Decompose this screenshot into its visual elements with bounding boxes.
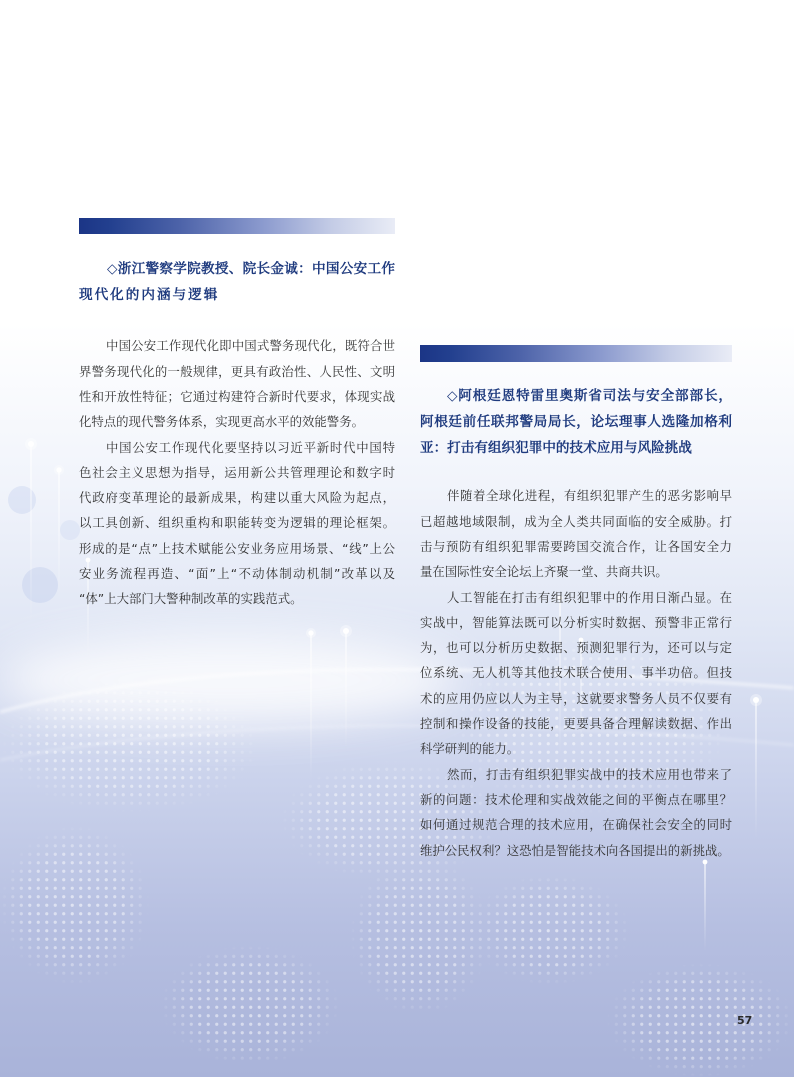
page-number: 57 bbox=[737, 1014, 753, 1027]
body-line: 如何通过规范合理的技术应用，在确保社会安全的同时 bbox=[420, 817, 732, 833]
body-line: 中国公安工作现代化即中国式警务现代化，既符合世 bbox=[106, 338, 395, 354]
section-header-bar bbox=[79, 218, 395, 234]
heading-line: ◇浙江警察学院教授、院长金诚：中国公安工作 bbox=[107, 261, 395, 277]
body-line: 为，也可以分析历史数据、预测犯罪行为，还可以与定 bbox=[420, 640, 732, 656]
article-heading bbox=[79, 257, 395, 309]
body-line: 性和开放性特征；它通过构建符合新时代要求，体现实战 bbox=[79, 388, 395, 404]
body-line: “体”上大部门大警种制改革的实践范式。 bbox=[79, 591, 303, 607]
paragraph bbox=[420, 483, 732, 584]
body-line: 代政府变革理论的最新成果，构建以重大风险为起点， bbox=[79, 490, 395, 506]
section-header-bar bbox=[420, 345, 732, 362]
body-line: 维护公民权利？这恐怕是智能技术向各国提出的新挑战。 bbox=[420, 842, 730, 858]
heading-line: 现代化的内涵与逻辑 bbox=[79, 286, 220, 303]
body-line: 中国公安工作现代化要坚持以习近平新时代中国特 bbox=[106, 439, 395, 455]
body-line: 已超越地域限制，成为全人类共同面临的安全威胁。打 bbox=[420, 513, 732, 529]
body-line: 击与预防有组织犯罪需要跨国交流合作，让各国安全力 bbox=[420, 538, 732, 554]
body-line: 人工智能在打击有组织犯罪中的作用日渐凸显。在 bbox=[447, 589, 732, 605]
body-line: 形成的是“点”上技术赋能公安业务应用场景、“线”上公 bbox=[79, 540, 395, 556]
heading-line: 亚：打击有组织犯罪中的技术应用与风险挑战 bbox=[420, 439, 692, 456]
body-line: 位系统、无人机等其他技术联合使用、事半功倍。但技 bbox=[420, 665, 732, 681]
body-line: 科学研判的能力。 bbox=[420, 741, 520, 757]
body-line: 界警务现代化的一般规律，更具有政治性、人民性、文明 bbox=[79, 363, 395, 379]
paragraph bbox=[420, 762, 732, 863]
body-line: 量在国际性安全论坛上齐聚一堂、共商共识。 bbox=[420, 564, 668, 580]
paragraph bbox=[420, 585, 732, 762]
article-body bbox=[420, 483, 732, 862]
article-body bbox=[79, 333, 395, 611]
body-line: 化特点的现代警务体系，实现更高水平的效能警务。 bbox=[79, 414, 364, 430]
article-left bbox=[79, 218, 395, 612]
article-heading bbox=[420, 384, 732, 461]
heading-line: 阿根廷前任联邦警局局长，论坛理事人选隆加格利 bbox=[420, 413, 732, 430]
body-line: 伴随着全球化进程，有组织犯罪产生的恶劣影响早 bbox=[447, 488, 732, 504]
paragraph bbox=[79, 333, 395, 434]
body-line: 术的应用仍应以人为主导，这就要求警务人员不仅要有 bbox=[420, 690, 732, 706]
body-line: 新的问题：技术伦理和实战效能之间的平衡点在哪里？ bbox=[420, 791, 732, 807]
body-line: 以工具创新、组织重构和职能转变为逻辑的理论框架。 bbox=[79, 515, 395, 531]
body-line: 控制和操作设备的技能，更要具备合理解读数据、作出 bbox=[420, 716, 732, 732]
body-line: 色社会主义思想为指导，运用新公共管理理论和数字时 bbox=[79, 464, 395, 480]
heading-line: ◇阿根廷恩特雷里奥斯省司法与安全部部长， bbox=[447, 388, 732, 404]
paragraph bbox=[79, 435, 395, 612]
article-right bbox=[420, 345, 732, 864]
body-line: 然而，打击有组织犯罪实战中的技术应用也带来了 bbox=[447, 766, 732, 782]
body-line: 安业务流程再造、“面”上“不动体制动机制”改革以及 bbox=[79, 566, 395, 582]
body-line: 实战中，智能算法既可以分析实时数据、预警非正常行 bbox=[420, 614, 732, 630]
